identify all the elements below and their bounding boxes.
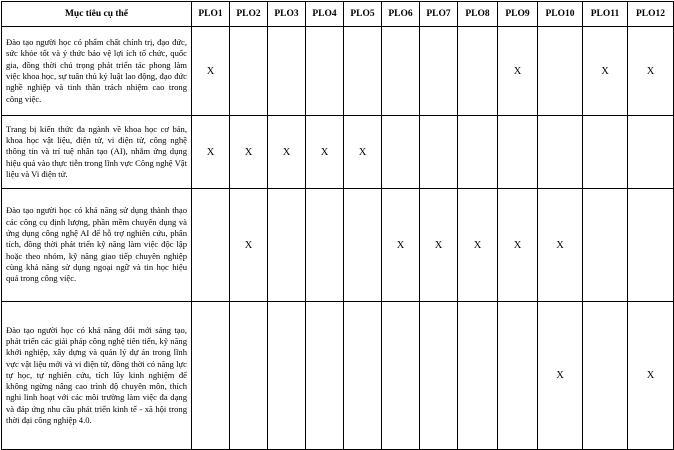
mark-cell — [306, 302, 344, 450]
header-plo3: PLO3 — [268, 2, 306, 27]
objective-cell: Trang bị kiến thức đa ngành về khoa học cơ bản, khoa học vật liệu, điện tử, vi điện tử, công nghệ thông tin và trí tuệ nhân tạo (AI), nhằm ứng dụng hiệu quả vào thực tiễn trong lĩnh vực Công nghệ Vật liệu và Vi điện tử. — [2, 116, 192, 189]
table-row — [2, 116, 674, 189]
objective-cell: Đào tạo người học có phẩm chất chính trị, đạo đức, sức khỏe tốt và ý thức bảo vệ lợi ích tổ chức, quốc gia, đồng thời chú trọng phát triển tác phong làm việc khoa học, sự tuân thủ kỷ luật lao động, đạo đức nghề nghiệp và tinh thần trách nhiệm cao trong công việc. — [2, 27, 192, 116]
header-plo12: PLO12 — [628, 2, 674, 27]
mark-cell — [498, 116, 538, 189]
mark-cell: X — [306, 116, 344, 189]
mark-cell — [268, 189, 306, 302]
objective-cell: Đào tạo người học có khả năng sử dụng thành thạo các công cụ định lượng, phần mềm chuyên dụng và ứng dụng công nghệ AI để hỗ trợ nghiên cứu, phân tích, đồng thời phát triển kỹ năng làm việc độc lập hoặc theo nhóm, kỹ năng giao tiếp chuyên nghiệp cùng khả năng sử dụng ngoại ngữ và tin học hiệu quả trong công việc. — [2, 189, 192, 302]
mark-cell — [192, 302, 230, 450]
header-row — [2, 2, 674, 27]
mark-cell — [583, 116, 628, 189]
mark-cell — [230, 302, 268, 450]
mark-cell — [382, 302, 420, 450]
header-plo2: PLO2 — [230, 2, 268, 27]
header-plo5: PLO5 — [344, 2, 382, 27]
table-row — [2, 302, 674, 450]
mark-cell — [583, 302, 628, 450]
mark-cell: X — [538, 189, 583, 302]
mark-cell: X — [230, 189, 268, 302]
mark-cell — [498, 302, 538, 450]
mark-cell — [268, 27, 306, 116]
header-plo10: PLO10 — [538, 2, 583, 27]
mark-cell: X — [344, 116, 382, 189]
mark-cell: X — [498, 27, 538, 116]
mark-cell — [306, 27, 344, 116]
mark-cell: X — [458, 189, 498, 302]
mark-cell — [538, 27, 583, 116]
table-row — [2, 189, 674, 302]
mark-cell: X — [498, 189, 538, 302]
mark-cell — [458, 116, 498, 189]
mark-cell: X — [628, 302, 674, 450]
mark-cell — [382, 27, 420, 116]
header-objective: Mục tiêu cụ thể — [2, 2, 192, 27]
mark-cell: X — [583, 27, 628, 116]
mark-cell — [458, 27, 498, 116]
mark-cell — [458, 302, 498, 450]
mark-cell — [230, 27, 268, 116]
header-plo11: PLO11 — [583, 2, 628, 27]
mark-cell: X — [192, 27, 230, 116]
mark-cell — [268, 302, 306, 450]
mark-cell — [583, 189, 628, 302]
mark-cell — [420, 27, 458, 116]
header-plo4: PLO4 — [306, 2, 344, 27]
mark-cell — [382, 116, 420, 189]
mark-cell: X — [268, 116, 306, 189]
mark-cell: X — [192, 116, 230, 189]
mark-cell: X — [382, 189, 420, 302]
header-plo9: PLO9 — [498, 2, 538, 27]
mark-cell: X — [230, 116, 268, 189]
header-plo6: PLO6 — [382, 2, 420, 27]
mark-cell: X — [420, 189, 458, 302]
objective-cell: Đào tạo người học có khả năng đổi mới sáng tạo, phát triển các giải pháp công nghệ tiên tiến, kỹ năng khởi nghiệp, xây dựng và quản lý dự án trong lĩnh vực vật liệu mới và vi điện tử, đồng thời có năng lực tự học, tự nghiên cứu, tích lũy kinh nghiệm để không ngừng nâng cao trình độ chuyên môn, thích nghi linh hoạt với các môi trường làm việc đa dạng và đáp ứng nhu cầu phát triển kinh tế - xã hội trong thời đại công nghiệp 4.0. — [2, 302, 192, 450]
mark-cell — [538, 116, 583, 189]
table-row — [2, 27, 674, 116]
mark-cell — [628, 189, 674, 302]
mark-cell — [420, 116, 458, 189]
mark-cell: X — [628, 27, 674, 116]
mark-cell — [192, 189, 230, 302]
mark-cell — [344, 27, 382, 116]
header-plo8: PLO8 — [458, 2, 498, 27]
header-plo7: PLO7 — [420, 2, 458, 27]
mark-cell — [344, 189, 382, 302]
header-plo1: PLO1 — [192, 2, 230, 27]
mark-cell — [628, 116, 674, 189]
mark-cell: X — [538, 302, 583, 450]
mark-cell — [420, 302, 458, 450]
mark-cell — [344, 302, 382, 450]
mark-cell — [306, 189, 344, 302]
plo-mapping-table — [1, 1, 674, 450]
